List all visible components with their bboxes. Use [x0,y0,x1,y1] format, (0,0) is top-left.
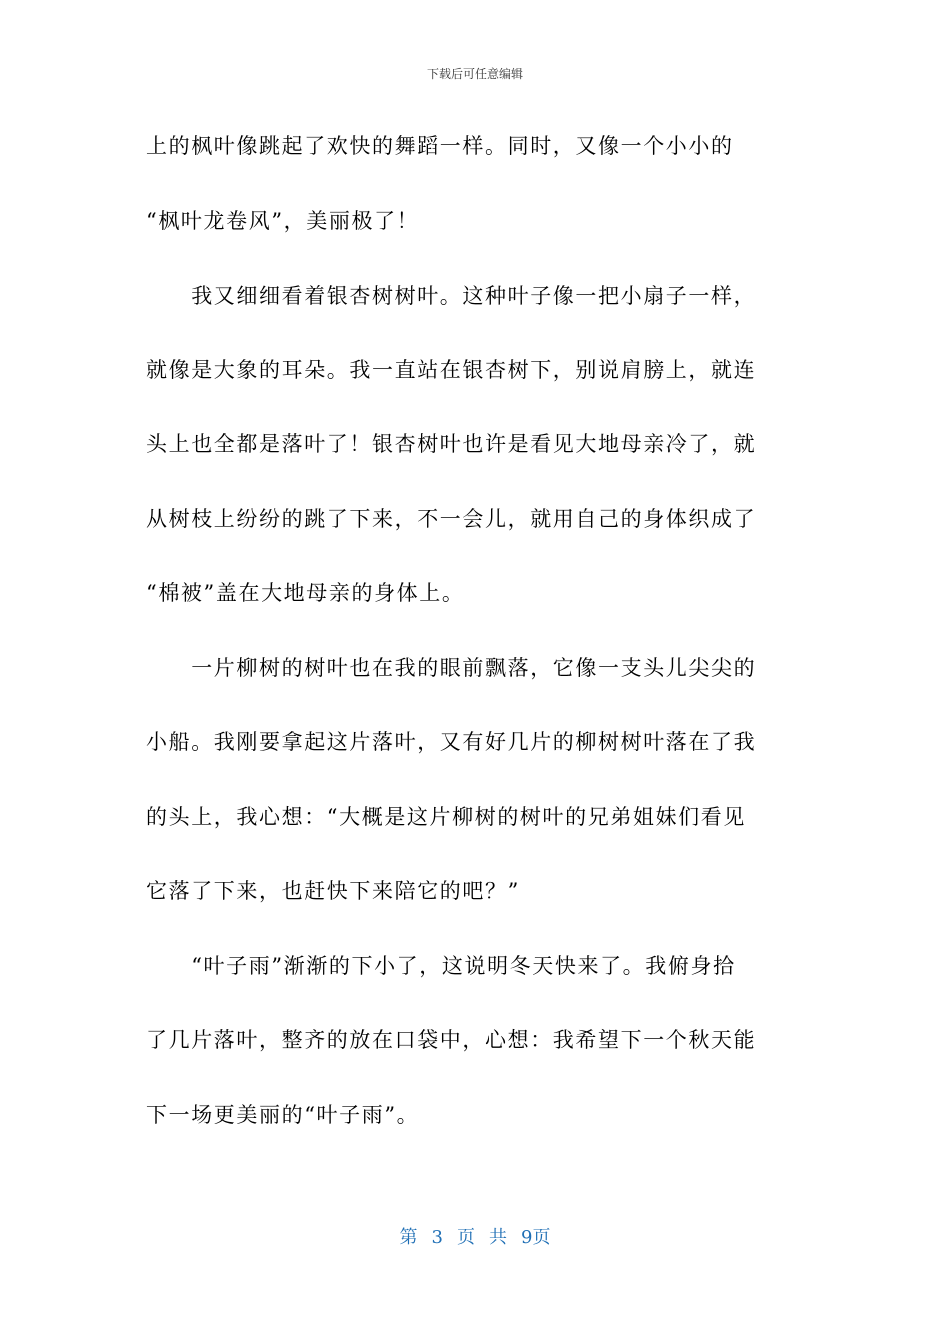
body-line: 的头上，我心想：“大概是这片柳树的树叶的兄弟姐妹们看见 [146,805,746,829]
body-line: 我又细细看着银杏树树叶。这种叶子像一把小扇子一样， [146,284,757,308]
page-number-footer [0,1226,950,1250]
footer-total-prefix: 共 [489,1227,507,1248]
total-pages: 9页 [521,1227,551,1248]
footer-prefix: 第 [399,1227,418,1248]
body-line: “叶子雨”渐渐的下小了，这说明冬天快来了。我俯身拾 [146,954,736,978]
body-line: “棉被”盖在大地母亲的身体上。 [146,581,465,605]
body-line: 就像是大象的耳朵。我一直站在银杏树下，别说肩膀上，就连 [146,358,757,382]
footer-page-unit: 页 [457,1227,475,1248]
body-line: 从树枝上纷纷的跳了下来，不一会儿，就用自己的身体织成了 [146,507,757,531]
page-header-note: 下载后可任意编辑 [426,67,523,81]
body-line: 上的枫叶像跳起了欢快的舞蹈一样。同时，又像一个小小的 [146,134,734,158]
current-page-number: 3 [431,1227,443,1248]
body-line: 下一场更美丽的“叶子雨”。 [146,1103,420,1127]
body-line: 它落了下来，也赶快下来陪它的吧？” [146,879,520,903]
body-line: 了几片落叶，整齐的放在口袋中，心想：我希望下一个秋天能 [146,1028,757,1052]
body-line: 一片柳树的树叶也在我的眼前飘落，它像一支头儿尖尖的 [146,656,757,680]
body-line: 小船。我刚要拿起这片落叶，又有好几片的柳树树叶落在了我 [146,730,757,754]
body-line: 头上也全都是落叶了！银杏树叶也许是看见大地母亲冷了，就 [146,432,757,456]
body-line: “枫叶龙卷风”，美丽极了！ [146,209,420,233]
